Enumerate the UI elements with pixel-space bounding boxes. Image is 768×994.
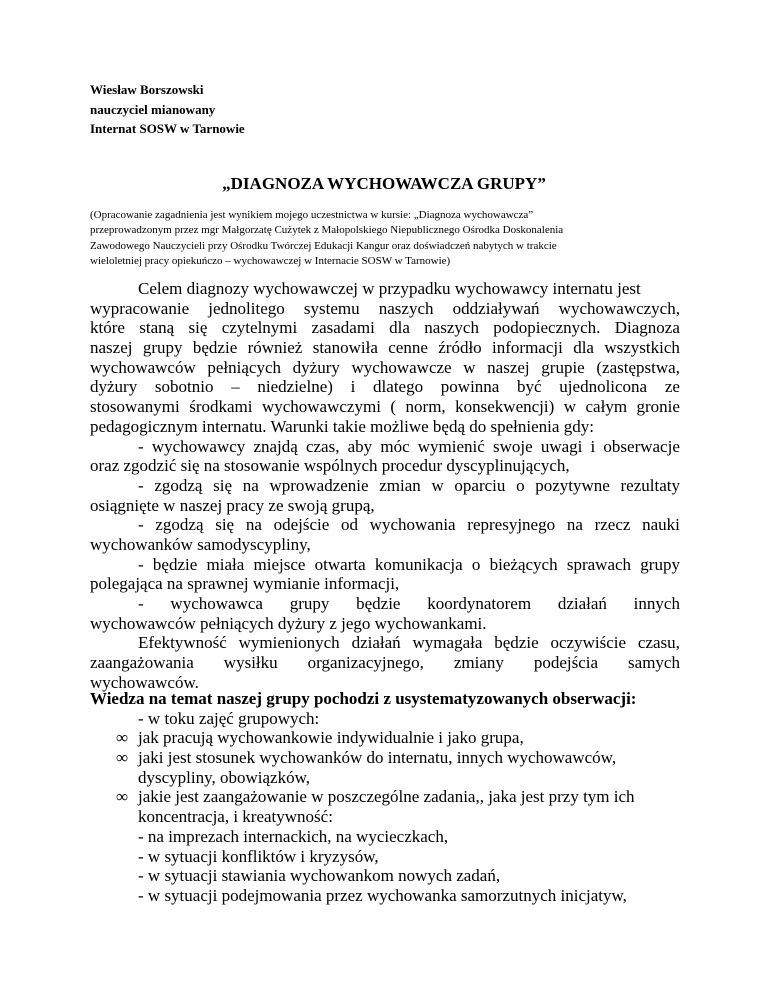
word: wprowadzenie	[269, 475, 369, 495]
word: Efektywność	[138, 633, 227, 653]
word: -	[138, 436, 144, 456]
word: będzie	[356, 594, 401, 613]
word: samych	[628, 653, 680, 673]
infinity-bullet-icon: ∞	[116, 787, 129, 807]
section-line: - w toku zajęć grupowych:	[138, 708, 320, 728]
word: wychowawcy	[151, 436, 246, 456]
section-line: dyscypliny, obowiązków,	[138, 767, 311, 787]
word: grupy	[289, 594, 330, 613]
word: Diagnoza	[614, 318, 680, 338]
word: zasadami	[311, 318, 375, 338]
word: cenne	[388, 338, 428, 358]
note-line: Zawodowego Nauczycieli przy Ośrodku Twórczej Edukacji Kangur oraz doświadczeń nabytych w trakcie	[90, 239, 557, 252]
word: ze	[664, 377, 680, 397]
word: oddziaływań	[452, 298, 540, 318]
word: ujednolicona	[559, 377, 648, 397]
bullet-text: jaki jest stosunek wychowanków do internatu, innych wychowawców,	[138, 748, 617, 768]
word: zaangażowania	[90, 653, 194, 673]
word: dlatego	[373, 377, 424, 397]
author-block	[90, 80, 245, 139]
body-line: oraz zgodzić się na stosowanie wspólnych procedur dyscyplinujących,	[90, 456, 570, 476]
word: źródło	[438, 338, 482, 358]
body-line	[90, 299, 680, 319]
word: pełniących	[207, 357, 282, 377]
section-line: - w sytuacji konfliktów i kryzysów,	[138, 846, 379, 866]
word: konsekwencji)	[455, 397, 555, 417]
body-line	[90, 653, 680, 673]
word: rezultaty	[620, 475, 680, 495]
word: sobotnio	[154, 377, 214, 397]
word: gronie	[636, 397, 680, 417]
bullet-text: jak pracują wychowankowie indywidualnie i jako grupa,	[138, 728, 524, 748]
word: otwarta	[314, 554, 366, 574]
word: na	[566, 515, 583, 535]
word: wychowawcze	[351, 357, 452, 377]
body-line: wychowanków samodyscypliny,	[90, 534, 311, 554]
word: zmiany	[453, 653, 504, 673]
body-line	[90, 594, 680, 614]
word: podopiecznych.	[493, 318, 601, 338]
note-line: (Opracowanie zagadnienia jest wynikiem mojego uczestnictwa w kursie: „Diagnoza wychowawcza”	[90, 209, 534, 221]
word: wymienić	[417, 436, 485, 456]
word: które	[90, 318, 125, 338]
word: sprawach	[566, 554, 632, 574]
section-heading: Wiedza na temat naszej grupy pochodzi z usystematyzowanych obserwacji:	[90, 689, 637, 708]
word: czas,	[305, 436, 340, 456]
word: komunikacja	[374, 554, 463, 574]
word: wypracowanie	[90, 298, 190, 318]
word: się	[215, 515, 235, 535]
word: naszych	[424, 318, 479, 338]
section-line: - w sytuacji stawiania wychowankom nowych zadań,	[138, 866, 501, 886]
word: czasu,	[637, 633, 680, 653]
word: bieżących	[489, 554, 558, 574]
word: oparciu	[454, 475, 506, 495]
word: organizacyjnego,	[307, 653, 424, 673]
word: móc	[380, 436, 410, 456]
word: naszej	[487, 357, 530, 377]
word: wysiłku	[223, 653, 278, 673]
word: o	[516, 475, 525, 495]
word: zgodzą	[154, 475, 203, 495]
word: norm,	[405, 397, 446, 417]
word: wychowawców	[90, 357, 196, 377]
word: całym	[585, 397, 628, 417]
body-line	[90, 515, 680, 535]
body-line	[90, 555, 680, 575]
word: na	[245, 515, 262, 535]
word: na	[242, 475, 259, 495]
word: dla	[573, 338, 594, 358]
word: wymienionych	[238, 633, 340, 653]
body-line	[90, 318, 680, 338]
body-line	[90, 437, 680, 457]
word: wszystkich	[604, 338, 680, 358]
word: swoje	[492, 436, 533, 456]
word: koordynatorem	[427, 594, 532, 613]
word: działań	[351, 633, 401, 653]
word: -	[138, 594, 144, 613]
word: -	[138, 475, 144, 495]
word: oczywiście	[550, 633, 627, 653]
word: wychowania	[369, 515, 456, 535]
word: –	[231, 377, 240, 397]
body-line	[90, 338, 680, 358]
bullet-item	[90, 728, 680, 748]
word: (	[390, 397, 397, 417]
word: będzie	[192, 338, 238, 358]
word: miała	[206, 554, 245, 574]
document-title: „DIAGNOZA WYCHOWAWCZA GRUPY”	[222, 174, 546, 193]
word: również	[247, 338, 303, 358]
section-line: koncentracja, i kreatywność:	[138, 807, 333, 827]
author-institution: Internat SOSW w Tarnowie	[90, 121, 245, 136]
body-line: wychowawców.	[90, 672, 199, 692]
section-line: - na imprezach internackich, na wycieczkach,	[138, 826, 449, 846]
word: miejsce	[253, 554, 306, 574]
word: niedzielne)	[257, 377, 333, 397]
word: -	[138, 515, 144, 535]
word: i	[590, 436, 596, 456]
body-line: polegająca na sprawnej wymianie informacji,	[90, 574, 400, 594]
word: dla	[389, 318, 410, 338]
word: o	[471, 554, 481, 574]
word: środkami	[189, 397, 253, 417]
infinity-bullet-icon: ∞	[116, 728, 129, 748]
observation-section	[90, 689, 680, 906]
word: uwagi	[540, 436, 583, 456]
word: staną	[139, 318, 175, 338]
word: pozytywne	[535, 475, 610, 495]
course-note	[90, 208, 650, 270]
word: w	[563, 397, 577, 417]
section-line: - w sytuacji podejmowania przez wychowanka samorzutnych inicjatyw,	[138, 885, 627, 905]
body-line	[90, 476, 680, 496]
word: zmian	[379, 475, 421, 495]
word: wymagała	[412, 633, 483, 653]
note-line: przeprowadzonym przez mgr Małgorzatę Cużytek z Małopolskiego Niepublicznego Ośrodka Doskonalenia	[90, 224, 564, 237]
body-line: wychowawców pełniących dyżury z jego wychowankami.	[90, 613, 487, 633]
bullet-text: jakie jest zaangażowanie w poszczególne zadania,, jaka jest przy tym ich	[138, 787, 635, 807]
bullet-item	[90, 748, 680, 768]
word: nauki	[642, 515, 680, 535]
word: będzie	[494, 633, 539, 653]
word: stosowanymi	[90, 397, 180, 417]
word: grupie	[541, 357, 585, 377]
word: wychowawczymi	[261, 397, 381, 417]
word: dyżury	[292, 357, 340, 377]
body-text	[90, 279, 680, 692]
word: grupy	[142, 338, 183, 358]
word: być	[517, 377, 542, 397]
author-name: Wiesław Borszowski	[90, 82, 204, 97]
infinity-bullet-icon: ∞	[116, 748, 129, 768]
word: (zastępstwa,	[596, 357, 680, 377]
bullet-item	[90, 787, 680, 807]
word: zgodzą	[155, 515, 204, 535]
word: systemu	[303, 298, 360, 318]
body-line	[90, 358, 680, 378]
word: stanowiła	[312, 338, 378, 358]
word: grupy	[640, 554, 680, 574]
word: i	[350, 377, 356, 397]
word: naszych	[378, 298, 434, 318]
word: odejście	[273, 515, 330, 535]
author-role: nauczyciel mianowany	[90, 101, 216, 117]
word: informacji	[492, 338, 563, 358]
word: od	[340, 515, 358, 535]
word: rzecz	[594, 515, 631, 535]
word: dyżury	[90, 377, 138, 397]
word: jednolitego	[208, 298, 285, 318]
word: znajdą	[253, 436, 298, 456]
word: innych	[633, 594, 680, 613]
word: aby	[347, 436, 373, 456]
body-line	[90, 397, 680, 417]
word: będzie	[152, 554, 198, 574]
word: wychowawczych,	[558, 298, 680, 318]
word: obserwacje	[603, 436, 680, 456]
word: naszej	[90, 338, 133, 358]
body-line: osiągnięte w naszej pracy ze swoją grupą,	[90, 495, 375, 515]
body-line: pedagogicznym internatu. Warunki takie możliwe będą do spełnienia gdy:	[90, 416, 594, 436]
body-line	[90, 633, 680, 653]
word: działań	[557, 594, 607, 613]
word: -	[138, 554, 144, 574]
word: czytelnymi	[221, 318, 298, 338]
body-line	[90, 377, 680, 397]
word: powinna	[440, 377, 500, 397]
body-line: Celem diagnozy wychowawczej w przypadku wychowawcy internatu jest	[138, 279, 641, 298]
word: w	[431, 475, 444, 495]
word: w	[463, 357, 476, 377]
word: się	[213, 475, 233, 495]
note-line: wieloletniej pracy opiekuńczo – wychowawczej w Internacie SOSW w Tarnowie)	[90, 255, 451, 268]
word: się	[188, 318, 208, 338]
word: wychowawca	[170, 594, 263, 613]
word: represyjnego	[467, 515, 556, 535]
word: podejścia	[533, 653, 599, 673]
